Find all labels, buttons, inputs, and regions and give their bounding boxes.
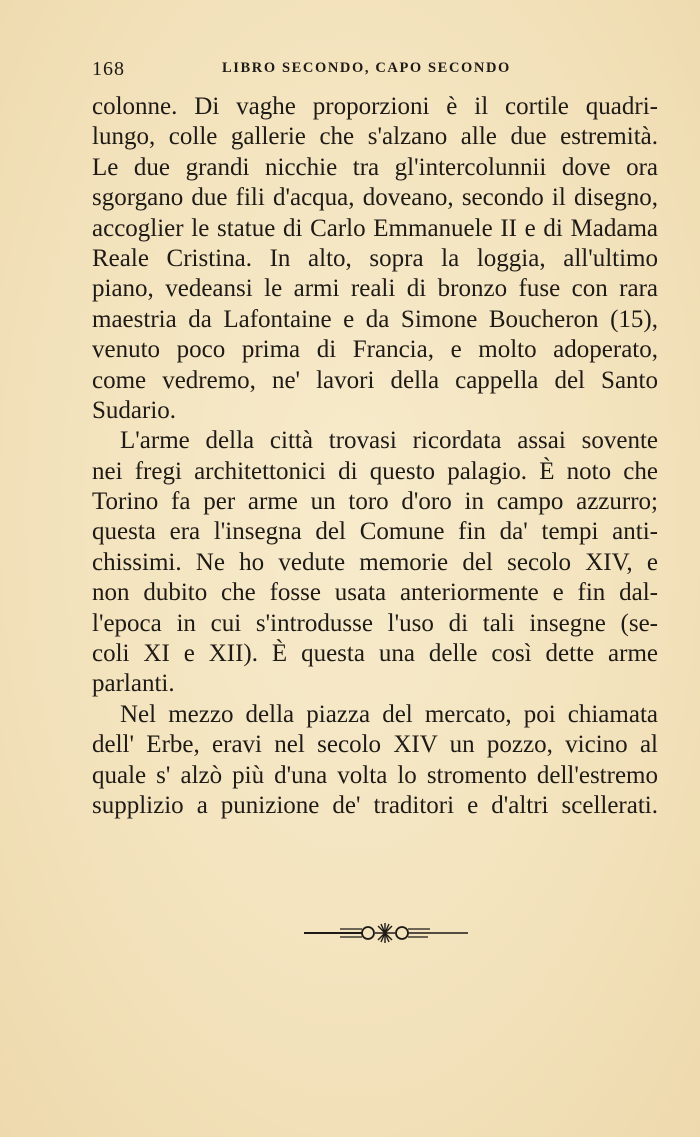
- text-line: Nel mezzo della piazza del mercato, poi chiamata: [120, 700, 658, 728]
- text-line: L'arme della città trovasi ricordata assai sovente: [120, 427, 658, 455]
- text-line: piano, vedeansi le armi reali di bronzo fuse con rara: [92, 275, 658, 303]
- text-line: parlanti.: [92, 670, 175, 698]
- text-line: coli XI e XII). È questa una delle così dette arme: [92, 640, 658, 668]
- text-line: Torino fa per arme un toro d'oro in campo azzurro;: [92, 488, 658, 516]
- text-line: Sudario.: [92, 396, 177, 424]
- text-line: come vedremo, ne' lavori della cappella del Santo: [92, 366, 658, 394]
- text-line: nei fregi architettonici di questo palagio. È noto che: [92, 457, 658, 485]
- text-line: dell' Erbe, eravi nel secolo XIV un pozzo, vicino al: [92, 731, 658, 759]
- page-header: [92, 58, 660, 86]
- end-ornament-icon: [300, 918, 470, 948]
- text-line: questa era l'insegna del Comune fin da' tempi anti-: [92, 518, 658, 546]
- text-line: colonne. Di vaghe proporzioni è il cortile quadri-: [92, 93, 658, 120]
- body-text: [92, 92, 658, 821]
- text-line: quale s' alzò più d'una volta lo stromento dell'estremo: [92, 761, 658, 789]
- text-line: maestria da Lafontaine e da Simone Boucheron (15),: [92, 305, 658, 333]
- text-line: venuto poco prima di Francia, e molto adoperato,: [92, 336, 658, 364]
- text-line: lungo, colle gallerie che s'alzano alle due estremità.: [92, 123, 658, 151]
- text-line: l'epoca in cui s'introdusse l'uso di tali insegne (se-: [92, 609, 658, 637]
- text-line: chissimi. Ne ho vedute memorie del secolo XIV, e: [92, 548, 658, 576]
- text-line: supplizio a punizione de' traditori e d'altri scellerati.: [92, 791, 658, 819]
- text-line: sgorgano due fili d'acqua, doveano, secondo il disegno,: [92, 184, 658, 212]
- running-head: LIBRO SECONDO, CAPO SECONDO: [222, 60, 511, 76]
- text-line: accoglier le statue di Carlo Emmanuele II e di Madama: [92, 214, 658, 242]
- text-line: Reale Cristina. In alto, sopra la loggia, all'ultimo: [92, 244, 658, 272]
- page-number: 168: [92, 58, 125, 80]
- text-line: Le due grandi nicchie tra gl'intercolunnii dove ora: [92, 153, 658, 181]
- text-line: non dubito che fosse usata anteriormente e fin dal-: [92, 579, 658, 607]
